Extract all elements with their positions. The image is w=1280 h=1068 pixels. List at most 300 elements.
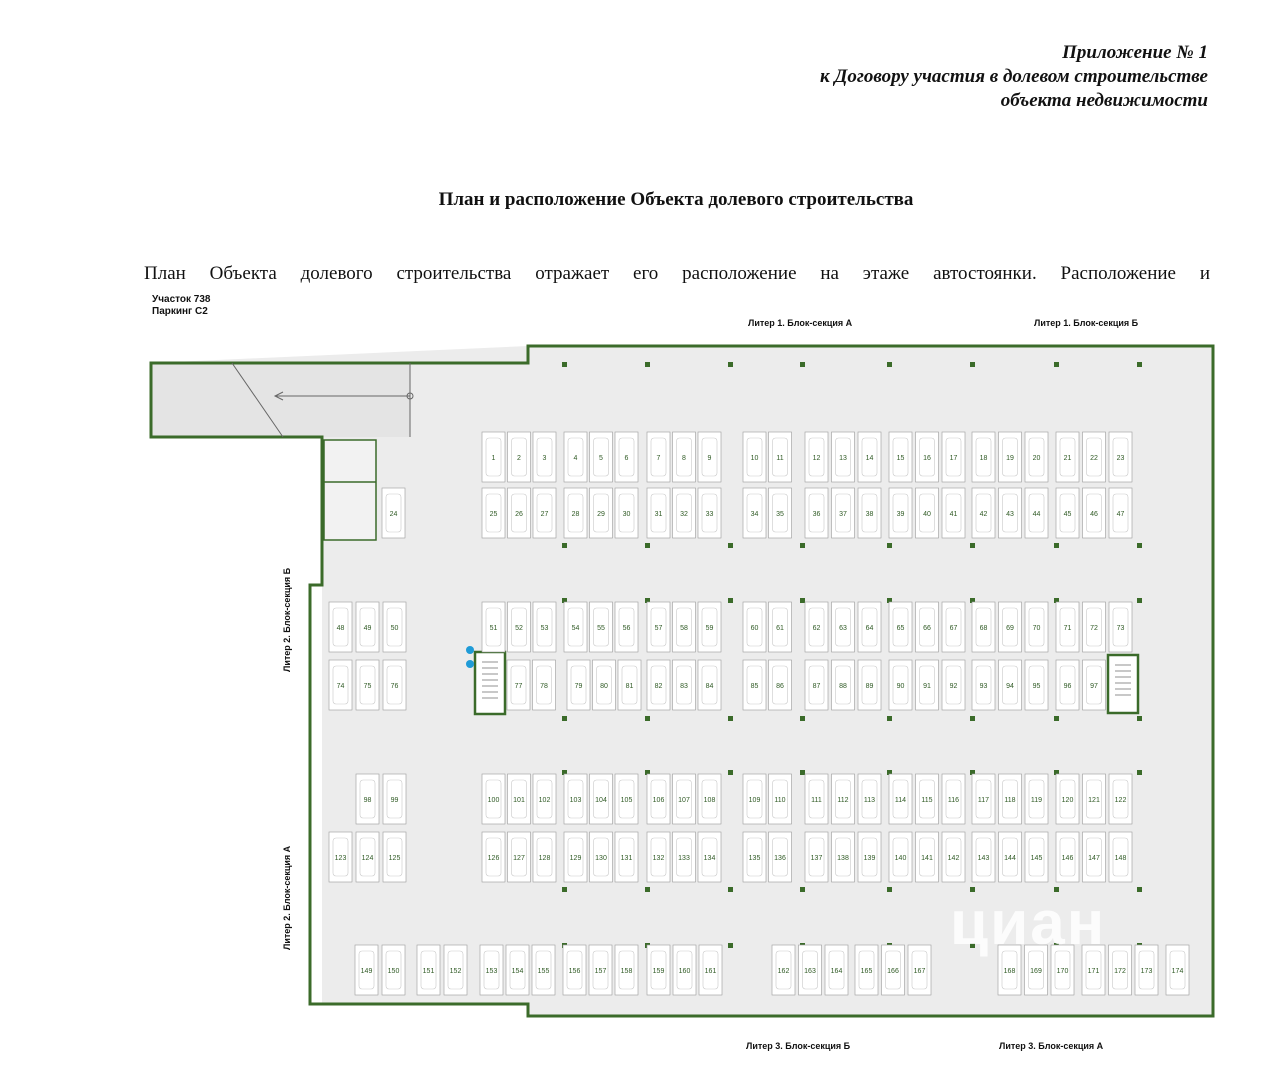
svg-text:128: 128 [538,854,551,862]
svg-text:171: 171 [1087,967,1100,975]
svg-text:42: 42 [979,510,988,518]
svg-text:146: 146 [1061,854,1074,862]
svg-text:106: 106 [652,796,665,804]
svg-text:25: 25 [489,510,498,518]
parking-space-17 [942,432,965,482]
parking-space-124 [356,832,379,882]
parking-space-84 [698,660,721,710]
svg-text:46: 46 [1090,510,1098,518]
parking-space-57 [647,602,670,652]
column [645,543,650,548]
svg-text:172: 172 [1114,967,1126,975]
svg-text:131: 131 [620,854,633,862]
parking-space-66 [916,602,939,652]
svg-text:21: 21 [1063,454,1072,462]
parking-space-1 [482,432,505,482]
svg-text:27: 27 [540,510,549,518]
parking-space-23 [1109,432,1132,482]
parking-space-43 [999,488,1022,538]
svg-text:34: 34 [750,510,759,518]
parking-space-7 [647,432,670,482]
svg-text:68: 68 [979,624,988,632]
svg-text:84: 84 [705,682,714,690]
column [887,362,892,367]
column [1054,716,1059,721]
svg-text:100: 100 [487,796,500,804]
parking-space-119 [1025,774,1048,824]
svg-text:94: 94 [1006,682,1014,690]
svg-text:60: 60 [750,624,759,632]
svg-text:63: 63 [839,624,847,632]
svg-text:61: 61 [776,624,784,632]
parking-space-33 [698,488,721,538]
parking-space-3 [533,432,556,482]
svg-text:5: 5 [599,454,603,462]
svg-text:59: 59 [705,624,714,632]
parking-space-167 [908,945,931,995]
svg-text:150: 150 [387,967,400,975]
parking-space-103 [564,774,587,824]
svg-text:19: 19 [1006,454,1014,462]
svg-text:8: 8 [682,454,686,462]
entry-ramp [151,363,410,437]
svg-text:115: 115 [921,796,933,804]
column [800,362,805,367]
parking-space-55 [590,602,613,652]
parking-space-156 [563,945,586,995]
parking-space-165 [855,945,878,995]
parking-space-114 [889,774,912,824]
parking-space-50 [383,602,406,652]
svg-text:170: 170 [1056,967,1069,975]
svg-text:70: 70 [1032,624,1041,632]
column [887,543,892,548]
column [800,543,805,548]
column [887,887,892,892]
parking-space-14 [858,432,881,482]
column [728,362,733,367]
svg-text:99: 99 [390,796,399,804]
parking-space-153 [480,945,503,995]
parking-space-87 [805,660,828,710]
column [970,543,975,548]
svg-text:86: 86 [776,682,784,690]
svg-text:126: 126 [487,854,500,862]
parking-space-63 [832,602,855,652]
svg-text:2: 2 [517,454,521,462]
parking-space-164 [825,945,848,995]
parking-space-69 [999,602,1022,652]
svg-text:155: 155 [537,967,550,975]
svg-text:24: 24 [389,510,398,518]
svg-text:22: 22 [1090,454,1098,462]
svg-text:6: 6 [624,454,629,462]
label-lit2-section-b: Литер 2. Блок-секция Б [282,567,292,672]
parking-space-92 [942,660,965,710]
svg-text:66: 66 [923,624,931,632]
column [728,943,733,948]
parking-space-74 [329,660,352,710]
parking-space-73 [1109,602,1132,652]
column [1137,598,1142,603]
parking-space-45 [1056,488,1079,538]
svg-text:165: 165 [860,967,873,975]
svg-text:166: 166 [887,967,899,975]
svg-text:47: 47 [1116,510,1125,518]
parking-space-59 [698,602,721,652]
label-lit3-section-b: Литер 3. Блок-секция Б [746,1041,851,1051]
parking-space-105 [615,774,638,824]
svg-text:98: 98 [363,796,372,804]
parking-space-127 [508,832,531,882]
svg-text:45: 45 [1063,510,1072,518]
parking-space-36 [805,488,828,538]
parking-space-118 [999,774,1022,824]
parking-space-78 [533,660,556,710]
parking-space-81 [618,660,641,710]
parking-space-174 [1166,945,1189,995]
svg-text:33: 33 [705,510,714,518]
svg-text:13: 13 [839,454,847,462]
svg-text:133: 133 [678,854,690,862]
svg-text:101: 101 [513,796,525,804]
parking-space-10 [743,432,766,482]
parking-space-93 [972,660,995,710]
svg-text:125: 125 [388,854,401,862]
svg-text:142: 142 [947,854,960,862]
svg-text:111: 111 [811,796,822,804]
parking-space-11 [769,432,792,482]
intro-paragraph: План Объекта долевого строительства отражает его расположение на этаже автостоянки. Расположение и [144,263,1210,284]
column [970,716,975,721]
parking-space-152 [444,945,467,995]
parking-space-75 [356,660,379,710]
parking-space-128 [533,832,556,882]
svg-text:51: 51 [489,624,498,632]
svg-text:7: 7 [656,454,661,462]
parking-space-158 [615,945,638,995]
parking-space-62 [805,602,828,652]
parking-space-147 [1083,832,1106,882]
parking-space-34 [743,488,766,538]
svg-text:54: 54 [571,624,580,632]
parking-space-166 [882,945,905,995]
svg-text:11: 11 [776,454,784,462]
svg-text:49: 49 [363,624,372,632]
parking-space-79 [567,660,590,710]
parking-space-131 [615,832,638,882]
svg-text:26: 26 [515,510,523,518]
svg-text:134: 134 [703,854,716,862]
svg-text:74: 74 [336,682,345,690]
parking-space-123 [329,832,352,882]
svg-text:87: 87 [812,682,821,690]
parking-space-102 [533,774,556,824]
column [728,598,733,603]
parking-space-112 [832,774,855,824]
svg-text:57: 57 [654,624,663,632]
svg-text:127: 127 [513,854,525,862]
parking-space-49 [356,602,379,652]
svg-text:174: 174 [1171,967,1184,975]
cian-watermark: циан [950,889,1107,958]
column [800,716,805,721]
svg-text:149: 149 [360,967,373,975]
svg-text:14: 14 [865,454,874,462]
parking-space-76 [383,660,406,710]
svg-text:129: 129 [569,854,582,862]
parking-space-97 [1083,660,1106,710]
svg-text:10: 10 [750,454,759,462]
parking-space-39 [889,488,912,538]
svg-text:148: 148 [1114,854,1127,862]
parking-space-115 [916,774,939,824]
svg-text:162: 162 [777,967,790,975]
parking-space-99 [383,774,406,824]
parking-space-116 [942,774,965,824]
column [1137,543,1142,548]
svg-text:36: 36 [812,510,821,518]
column [645,362,650,367]
parking-space-163 [799,945,822,995]
column [1137,770,1142,775]
parking-space-150 [382,945,405,995]
svg-text:48: 48 [336,624,345,632]
parking-space-161 [699,945,722,995]
parking-space-134 [698,832,721,882]
parking-space-52 [508,602,531,652]
svg-text:102: 102 [538,796,551,804]
svg-text:44: 44 [1032,510,1041,518]
column [562,543,567,548]
parking-space-122 [1109,774,1132,824]
parking-space-172 [1109,945,1132,995]
svg-text:161: 161 [704,967,717,975]
svg-text:147: 147 [1088,854,1100,862]
label-lit2-section-a: Литер 2. Блок-секция А [282,845,292,950]
parking-space-106 [647,774,670,824]
parking-space-100 [482,774,505,824]
parking-space-144 [999,832,1022,882]
parking-space-83 [673,660,696,710]
column [1054,543,1059,548]
parking-space-80 [593,660,616,710]
svg-text:88: 88 [839,682,847,690]
svg-text:64: 64 [865,624,874,632]
parking-space-137 [805,832,828,882]
svg-text:71: 71 [1063,624,1072,632]
plot-number: Участок 738 [152,294,211,305]
parking-space-120 [1056,774,1079,824]
svg-text:153: 153 [485,967,498,975]
parking-space-30 [615,488,638,538]
svg-text:113: 113 [863,796,876,804]
svg-text:79: 79 [574,682,583,690]
parking-space-19 [999,432,1022,482]
parking-space-61 [769,602,792,652]
parking-space-29 [590,488,613,538]
svg-text:16: 16 [923,454,931,462]
svg-text:9: 9 [707,454,712,462]
svg-text:154: 154 [511,967,524,975]
column [800,887,805,892]
parking-space-31 [647,488,670,538]
parking-space-117 [972,774,995,824]
svg-text:169: 169 [1030,967,1042,975]
svg-text:117: 117 [977,796,990,804]
parking-space-143 [972,832,995,882]
column [728,543,733,548]
parking-space-71 [1056,602,1079,652]
svg-text:156: 156 [568,967,581,975]
svg-text:91: 91 [923,682,931,690]
svg-text:76: 76 [390,682,399,690]
svg-text:157: 157 [594,967,607,975]
svg-text:132: 132 [652,854,665,862]
parking-space-38 [858,488,881,538]
parking-space-21 [1056,432,1079,482]
svg-text:114: 114 [894,796,907,804]
svg-text:85: 85 [750,682,759,690]
svg-text:140: 140 [894,854,907,862]
svg-text:38: 38 [865,510,874,518]
svg-text:143: 143 [977,854,990,862]
column [728,716,733,721]
svg-text:110: 110 [774,796,786,804]
svg-text:75: 75 [363,682,372,690]
svg-text:145: 145 [1030,854,1043,862]
parking-space-28 [564,488,587,538]
parking-space-18 [972,432,995,482]
svg-text:104: 104 [595,796,607,804]
parking-space-159 [647,945,670,995]
svg-text:4: 4 [573,454,578,462]
parking-space-56 [615,602,638,652]
parking-space-111 [805,774,828,824]
svg-text:139: 139 [863,854,876,862]
parking-space-151 [417,945,440,995]
svg-text:95: 95 [1032,682,1041,690]
parking-space-107 [673,774,696,824]
appendix-contract-ref: к Договору участия в долевом строительстве [819,66,1208,87]
column [887,716,892,721]
svg-text:83: 83 [680,682,688,690]
svg-text:92: 92 [949,682,958,690]
svg-text:163: 163 [804,967,816,975]
document-title: План и расположение Объекта долевого строительства [438,189,914,210]
column [645,887,650,892]
label-lit1-section-b: Литер 1. Блок-секция Б [1034,318,1139,328]
column [800,598,805,603]
svg-text:103: 103 [569,796,582,804]
parking-space-20 [1025,432,1048,482]
svg-text:116: 116 [947,796,960,804]
parking-space-47 [1109,488,1132,538]
column [562,887,567,892]
svg-text:43: 43 [1006,510,1014,518]
parking-space-16 [916,432,939,482]
stairwell-right [1108,655,1138,713]
svg-text:18: 18 [979,454,988,462]
parking-space-46 [1083,488,1106,538]
label-lit1-section-a: Литер 1. Блок-секция А [748,318,853,328]
svg-text:164: 164 [830,967,843,975]
svg-text:29: 29 [597,510,605,518]
svg-text:62: 62 [812,624,821,632]
parking-space-98 [356,774,379,824]
parking-space-104 [590,774,613,824]
column [970,362,975,367]
parking-space-145 [1025,832,1048,882]
parking-space-40 [916,488,939,538]
svg-text:53: 53 [540,624,549,632]
parking-space-2 [508,432,531,482]
parking-space-42 [972,488,995,538]
stairwell-left [475,652,505,714]
parking-space-60 [743,602,766,652]
parking-space-85 [743,660,766,710]
parking-space-5 [590,432,613,482]
parking-space-142 [942,832,965,882]
parking-space-162 [772,945,795,995]
parking-space-136 [769,832,792,882]
svg-text:12: 12 [812,454,821,462]
column [562,362,567,367]
parking-space-154 [506,945,529,995]
svg-text:77: 77 [514,682,523,690]
parking-space-70 [1025,602,1048,652]
parking-space-44 [1025,488,1048,538]
svg-text:123: 123 [334,854,347,862]
svg-text:35: 35 [776,510,784,518]
parking-space-101 [508,774,531,824]
parking-space-157 [589,945,612,995]
svg-text:130: 130 [595,854,607,862]
svg-text:72: 72 [1090,624,1098,632]
parking-space-155 [532,945,555,995]
svg-text:105: 105 [620,796,633,804]
column [1137,887,1142,892]
parking-space-48 [329,602,352,652]
parking-space-6 [615,432,638,482]
column [1137,716,1142,721]
svg-text:138: 138 [837,854,849,862]
svg-text:109: 109 [748,796,761,804]
parking-space-32 [673,488,696,538]
svg-text:17: 17 [949,454,958,462]
svg-text:20: 20 [1032,454,1041,462]
svg-text:65: 65 [896,624,905,632]
svg-text:135: 135 [748,854,761,862]
column [1137,362,1142,367]
parking-space-113 [858,774,881,824]
svg-text:168: 168 [1003,967,1016,975]
parking-space-173 [1135,945,1158,995]
parking-space-8 [673,432,696,482]
parking-space-108 [698,774,721,824]
svg-text:119: 119 [1030,796,1043,804]
parking-space-37 [832,488,855,538]
svg-text:69: 69 [1006,624,1014,632]
column [562,716,567,721]
svg-text:3: 3 [542,454,547,462]
parking-space-9 [698,432,721,482]
svg-text:31: 31 [654,510,663,518]
parking-space-125 [383,832,406,882]
parking-space-138 [832,832,855,882]
svg-text:82: 82 [654,682,663,690]
svg-text:107: 107 [678,796,690,804]
